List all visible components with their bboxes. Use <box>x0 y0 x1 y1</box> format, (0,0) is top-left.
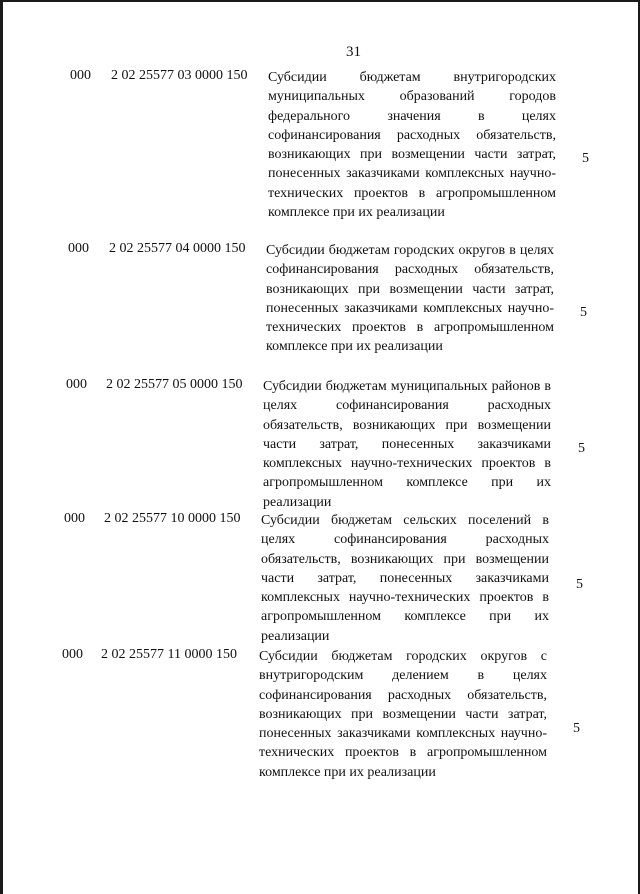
budget-classification-code: 2 02 25577 05 0000 150 <box>106 377 243 392</box>
row-amount: 5 <box>576 577 583 592</box>
budget-classification-code: 2 02 25577 11 0000 150 <box>101 647 237 662</box>
row-amount: 5 <box>580 305 587 320</box>
page-number: 31 <box>346 44 361 60</box>
admin-code: 000 <box>62 647 83 662</box>
budget-classification-code: 2 02 25577 03 0000 150 <box>111 68 248 83</box>
row-amount: 5 <box>582 151 589 166</box>
admin-code: 000 <box>64 511 85 526</box>
row-description: Субсидии бюджетам городских округов в целях софинансирования расходных обязательств, возникающих при возмещении части затрат, понесенных заказчиками комплексных научно-технических проектов в агропромышленном комплексе при их реализации <box>266 243 554 355</box>
row-description: Субсидии бюджетам внутригородских муниципальных образований городов федерального значения в целях софинансирования расходных обязательств, возникающих при возмещении части затрат, понесенных заказчиками комплексных научно-технических проектов в агропромышленном комплексе при их реализации <box>268 70 556 221</box>
row-description: Субсидии бюджетам городских округов с внутригородским делением в целях софинансирования расходных обязательств, возникающих при возмещении части затрат, понесенных заказчиками комплексных научно-технических проектов в агропромышленном комплексе при их реализации <box>259 649 547 780</box>
admin-code: 000 <box>68 241 89 256</box>
row-description: Субсидии бюджетам муниципальных районов в целях софинансирования расходных обязательств, возникающих при возмещении части затрат, понесенных заказчиками комплексных научно-технических проектов в агропромышленном комплексе при их реализации <box>263 379 551 510</box>
budget-classification-code: 2 02 25577 04 0000 150 <box>109 241 246 256</box>
row-amount: 5 <box>578 441 585 456</box>
admin-code: 000 <box>66 377 87 392</box>
row-description: Субсидии бюджетам сельских поселений в целях софинансирования расходных обязательств, возникающих при возмещении части затрат, понесенных заказчиками комплексных научно-технических проектов в агропромышленном комплексе при их реализации <box>261 513 549 644</box>
row-amount: 5 <box>573 721 580 736</box>
admin-code: 000 <box>70 68 91 83</box>
budget-classification-code: 2 02 25577 10 0000 150 <box>104 511 241 526</box>
